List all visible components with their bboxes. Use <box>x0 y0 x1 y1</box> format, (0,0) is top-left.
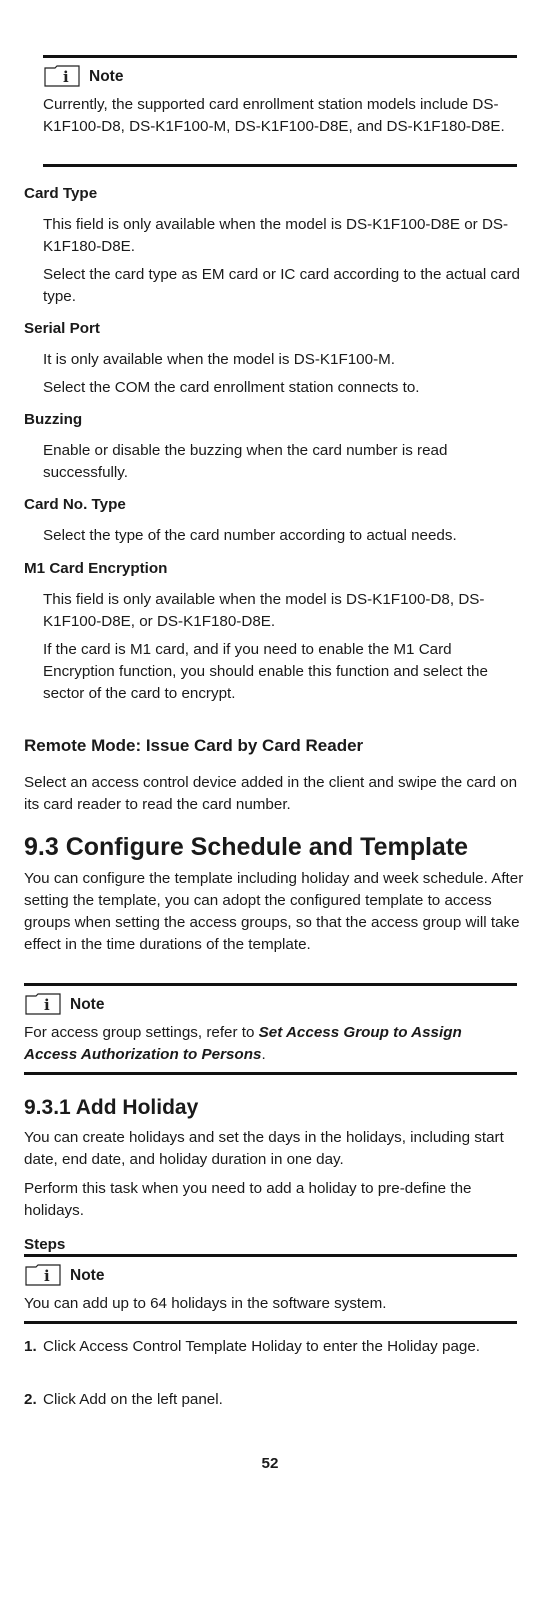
svg-text:i: i <box>63 68 69 86</box>
note-text-before: For access group settings, refer to <box>24 1024 259 1041</box>
paragraph: Select the type of the card number according to actual needs. <box>43 527 457 544</box>
term-serial-port: Serial Port <box>24 320 100 337</box>
svg-text:i: i <box>44 1267 50 1285</box>
svg-text:i: i <box>44 996 50 1014</box>
paragraph: This field is only available when the model is DS-K1F100-D8E or DS-K1F180-D8E. <box>43 216 509 255</box>
step-text: Click Add on the left panel. <box>43 1391 223 1408</box>
step-number: 2. <box>24 1391 37 1408</box>
note-label: Note <box>89 68 124 85</box>
section-heading: 9.3 Configure Schedule and Template <box>24 833 469 861</box>
info-note-icon <box>43 65 81 89</box>
paragraph: Select an access control device added in the client and swipe the card on its card reader to read the card number. <box>24 774 518 813</box>
paragraph: Select the COM the card enrollment station connects to. <box>43 379 420 396</box>
note-box <box>24 983 517 1075</box>
note-text: Currently, the supported card enrollment station models include DS-K1F100-D8, DS-K1F100-M, DS-K1F100-D8E, and DS-K1F180-D8E. <box>43 96 505 135</box>
step-item <box>24 1389 524 1411</box>
note-box <box>24 1254 517 1324</box>
page-number: 52 <box>261 1455 279 1472</box>
paragraph: You can create holidays and set the days in the holidays, including start date, end date, and holiday duration in one day. <box>24 1129 504 1168</box>
note-label: Note <box>70 1267 105 1284</box>
note-top-rule <box>24 1254 517 1257</box>
paragraph: Perform this task when you need to add a holiday to pre-define the holidays. <box>24 1180 472 1219</box>
step-item <box>24 1336 524 1358</box>
subsection-heading: Remote Mode: Issue Card by Card Reader <box>24 736 364 755</box>
note-text-after: . <box>261 1046 266 1063</box>
term-card-type: Card Type <box>24 185 98 202</box>
paragraph: If the card is M1 card, and if you need to enable the M1 Card Encryption function, you should enable this function and select the sector of the card to encrypt. <box>43 641 488 702</box>
note-bottom-rule <box>24 1072 517 1075</box>
step-text: Click Access Control Template Holiday to enter the Holiday page. <box>43 1338 481 1355</box>
note-box <box>43 55 517 167</box>
info-note-icon <box>24 993 62 1017</box>
note-top-rule <box>43 55 517 58</box>
paragraph: It is only available when the model is DS-K1F100-M. <box>43 351 396 368</box>
term-m1-card-encryption: M1 Card Encryption <box>24 560 168 577</box>
paragraph: You can configure the template including holiday and week schedule. After setting the template, you can adopt the configured template to access groups when setting the access groups, so that the access group will take effect in the time durations of the template. <box>24 870 524 953</box>
term-buzzing: Buzzing <box>24 411 83 428</box>
steps-label: Steps <box>24 1236 66 1253</box>
note-bottom-rule <box>24 1321 517 1324</box>
paragraph: This field is only available when the model is DS-K1F100-D8, DS-K1F100-D8E, or DS-K1F180-D8E. <box>43 591 485 630</box>
note-bottom-rule <box>43 164 517 167</box>
note-text <box>24 1022 517 1068</box>
paragraph: Enable or disable the buzzing when the card number is read successfully. <box>43 442 448 481</box>
note-top-rule <box>24 983 517 986</box>
step-number: 1. <box>24 1338 37 1355</box>
cross-reference-link[interactable]: Set Access Group to Assign Access Authorization to Persons <box>24 1024 462 1063</box>
note-text: You can add up to 64 holidays in the software system. <box>24 1295 387 1312</box>
term-card-no-type: Card No. Type <box>24 496 126 513</box>
note-label: Note <box>70 996 105 1013</box>
paragraph: Select the card type as EM card or IC card according to the actual card type. <box>43 266 520 305</box>
info-note-icon <box>24 1264 62 1288</box>
section-heading: 9.3.1 Add Holiday <box>24 1096 199 1119</box>
